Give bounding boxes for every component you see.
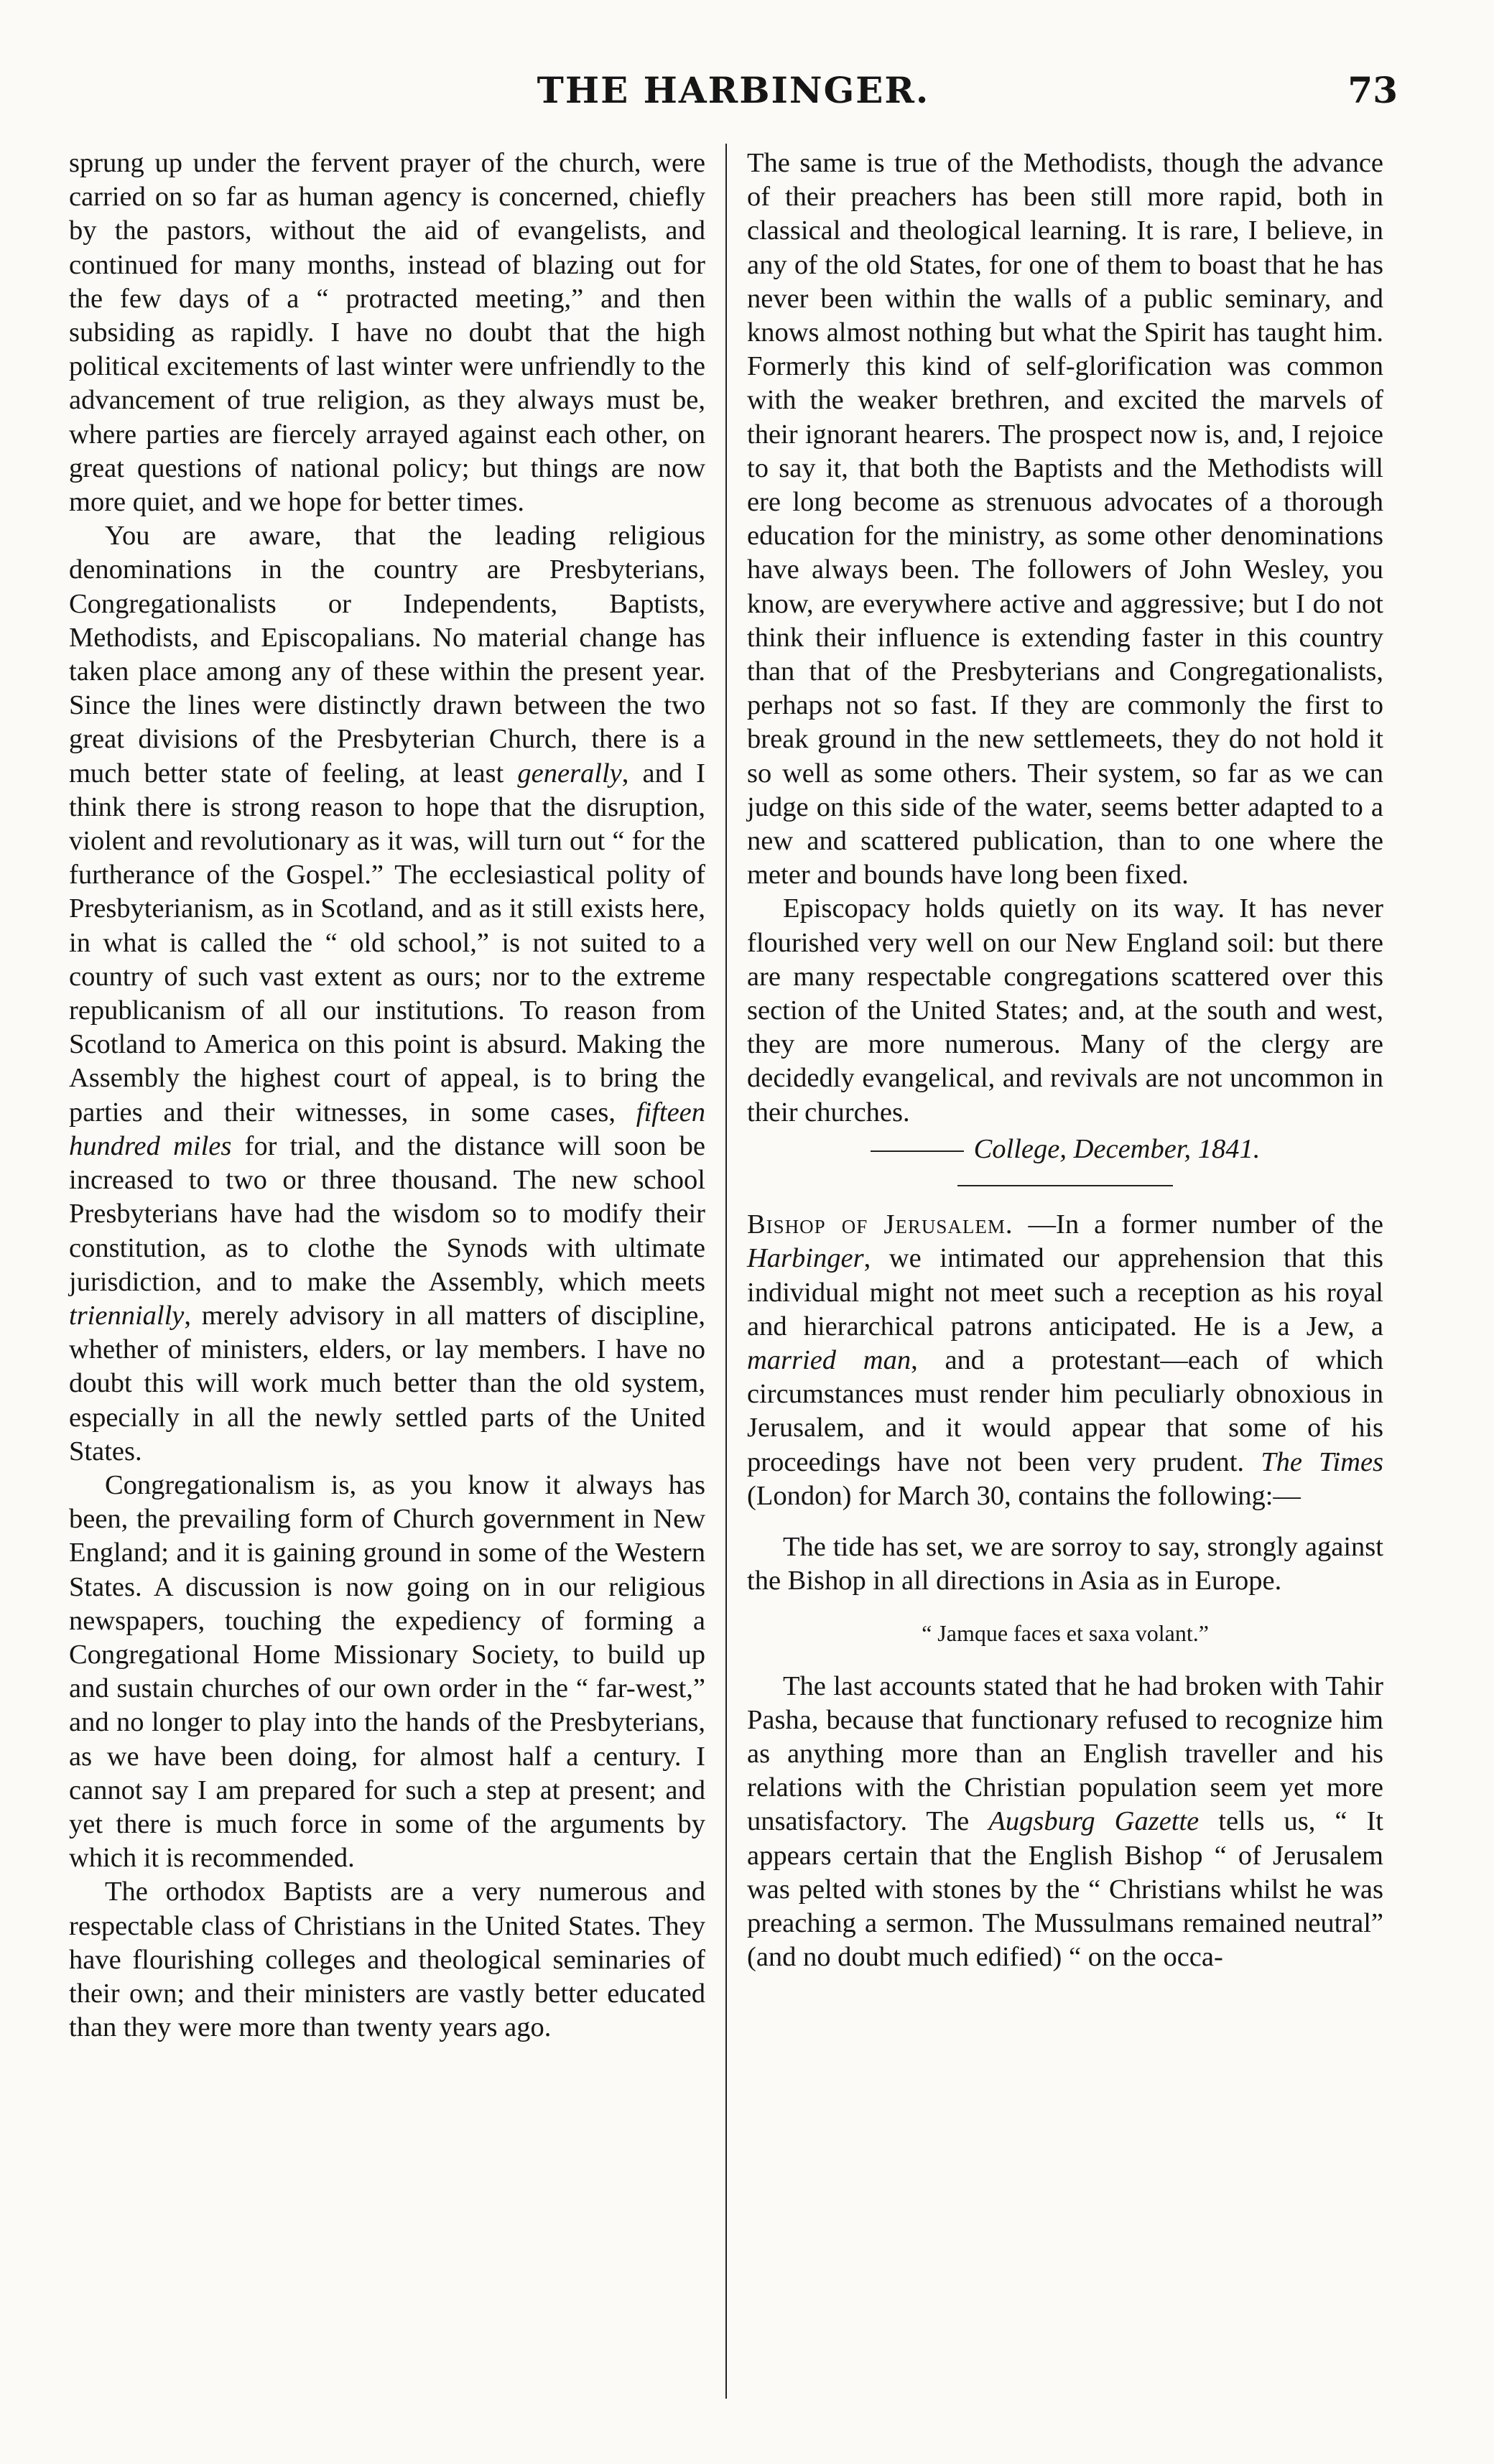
text-run: The same is true of the Methodists, though the advance of their preachers has been still more rapid, both in classical and theological learning. It is rare, I believe, in any of the old States, for one of them to boast that he has never been within the walls of a public seminary, and knows almost nothing but what the Spirit has taught him. Formerly this kind of self-glorification was common with the weaker brethren, and excited the marvels of their ignorant hearers. The prospect now is, and, I rejoice to say it, that both the Baptists and the Methodists will ere long become as strenuous advocates of a thorough education for the ministry, as some other denominations have always been. The followers of John Wesley, you know, are everywhere active and aggressive; but I do not think their influence is extending faster in this country than that of the Presbyterians and Congregationalists, perhaps not so fast. If they are commonly the first to break ground in the new settlemeets, they do not hold it so well as some others. Their system, so far as we can judge on this side of the water, seems better adapted to a new and scattered publication, than to one where the meter and bounds have long been fixed. — [747, 148, 1383, 891]
italic-text: married man — [747, 1344, 911, 1375]
quoted-passage: The tide has set, we are sorroy to say, strongly against the Bishop in all directions in Asia as in Europe. — [747, 1531, 1383, 1596]
text-run: , and a protestant—each of which circumstances must render him peculiarly obnoxious in Jerusalem, and it would appear that some of his proceedings have not been very prudent. — [747, 1344, 1384, 1477]
text-run: , merely advisory in all matters of discipline, whether of ministers, elders, or lay members. I have no doubt this will work much better than the old system, especially in all the newly settled parts of the United States. — [69, 1300, 705, 1466]
text-run: tells us, “ It appears certain that the English Bishop “ of Jerusalem was pelted with stones by the “ Christians whilst he was preaching a sermon. The Mussulmans remained neutral” (and no doubt much edified) “ on the occa- — [747, 1806, 1384, 1973]
text-run: —In a former number of the — [1028, 1209, 1383, 1240]
text-run: You are aware, that the leading religious denominations in the country are Presbyterians, Congregationalists or Independents, Baptists, Methodists, and Episcopalians. No material change has taken place among any of these within the present year. Since the lines were distinctly drawn between the two great divisions of the Presbyterian Church, there is a much better state of feeling, at least — [69, 521, 705, 789]
paragraph — [69, 147, 705, 519]
italic-text: The Times — [1261, 1446, 1384, 1477]
column-divider — [725, 144, 727, 2399]
right-column — [747, 147, 1383, 1974]
paragraph — [69, 1469, 705, 1875]
bishop-paragraph — [747, 1208, 1383, 1513]
text-run: sprung up under the fervent prayer of the church, were carried on so far as human agency is concerned, chiefly by the pastors, without the aid of evangelists, and continued for many months, instead of blazing out for the few days of a “ protracted meeting,” and then subsiding as rapidly. I have no doubt that the high political excitements of last winter were unfriendly to the advancement of true religion, as they always must be, where parties are fiercely arrayed against each other, on great questions of national policy; but things are now more quiet, and we hope for better times. — [69, 148, 705, 518]
text-run: (London) for March 30, contains the following:— — [747, 1480, 1301, 1511]
latin-motto: “ Jamque faces et saxa volant.” — [922, 1620, 1209, 1647]
text-run: The last accounts stated that he had broken with Tahir Pasha, because that functionary refused to recognize him as anything more than an English traveller and his relations with the Christian population seem yet more unsatisfactory. The — [747, 1670, 1383, 1837]
italic-text: triennially — [69, 1300, 185, 1331]
italic-text: generally — [517, 758, 622, 789]
dateline-text: College, December, 1841. — [973, 1133, 1261, 1164]
paragraph — [747, 892, 1383, 1129]
page-header — [69, 69, 1398, 126]
italic-text: fifteen hundred miles — [69, 1097, 705, 1161]
text-run: , we intimated our apprehension that this individual might not meet such a reception as his royal and hierarchical patrons anticipated. He is a Jew, a — [747, 1243, 1383, 1342]
text-run: Episcopacy holds quietly on its way. It has never flourished very well on our New England soil: but there are many respectable congregations scattered over this section of the United States; and, at the south and west, they are more numerous. Many of the clergy are decidedly evangelical, and revivals are not uncommon in their churches. — [747, 893, 1383, 1128]
text-run: Congregationalism is, as you know it always has been, the prevailing form of Church government in New England; and it is gaining ground in some of the Western States. A discussion is now going on in our religious newspapers, touching the expediency of forming a Congregational Home Missionary Society, to build up and sustain churches of our own order in the “ far-west,” and no longer to play into the hands of the Presbyterians, as we have been doing, for almost half a century. I cannot say I am prepared for such a step at present; and yet there is much force in some of the arguments by which it is recommended. — [69, 1469, 705, 1874]
spacer — [747, 1513, 1383, 1523]
page-number: 73 — [1347, 69, 1398, 111]
italic-text: Augsburg Gazette — [988, 1806, 1200, 1837]
paragraph — [69, 1875, 705, 2045]
text-run: for trial, and the distance will soon be increased to two or three thousand. The new school Presbyterians have had the wisdom so to modify their constitution, as to clothe the Synods with ultimate jurisdiction, and to make the Assembly, which meets — [69, 1130, 705, 1297]
paragraph — [747, 147, 1383, 892]
dateline-dash — [871, 1150, 964, 1152]
text-run: , and I think there is strong reason to hope that the disruption, violent and revolutionary as it was, will turn out “ for the furtherance of the Gospel.” The ecclesiastical polity of Presbyterianism, as in Scotland, and as it still exists here, in what is called the “ old school,” is not suited to a country of such vast extent as ours; nor to the extreme republicanism of all our institutions. To reason from Scotland to America on this point is absurd. Making the Assembly the highest court of appeal, is to bring the parties and their witnesses, in some cases, — [69, 758, 705, 1128]
section-separator — [957, 1185, 1173, 1186]
right-column-paragraphs — [747, 147, 1383, 1130]
italic-text: Harbinger — [747, 1243, 864, 1274]
left-column — [69, 147, 705, 2045]
text-run: The orthodox Baptists are a very numerous and respectable class of Christians in the United States. They have flourishing colleges and theological seminaries of their own; and their ministers are vastly better educated than they were more than twenty years ago. — [69, 1877, 705, 2043]
paragraph — [69, 519, 705, 1469]
dateline — [747, 1133, 1383, 1166]
running-title: THE HARBINGER. — [537, 69, 930, 111]
bishop-heading: Bishop of Jerusalem. — [747, 1209, 1013, 1240]
last-paragraph — [747, 1670, 1383, 1975]
